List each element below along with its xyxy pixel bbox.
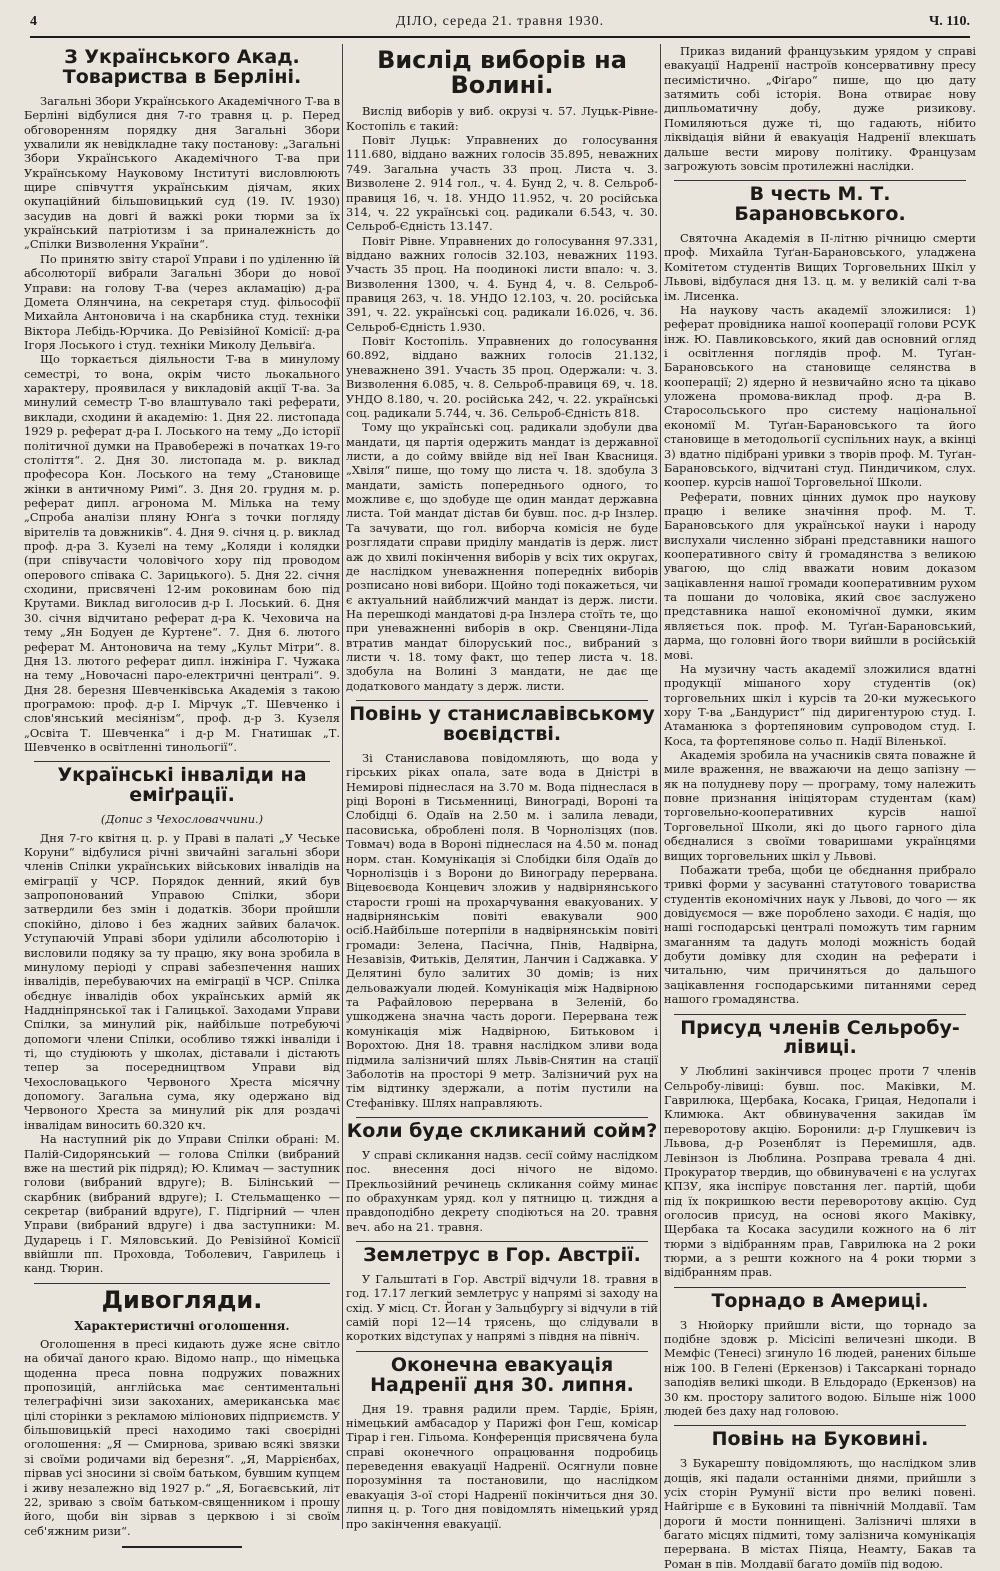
article-paragraph: Дня 19. травня радили прем. Тардіє, Бріян, німецький амбасадор у Парижі фон Геш, комісар Тірар і ген. Гільома. Конференція присвячена була справі оконечного опрацювання подробиць переведення евакуації Надренії. Осягнули повне порозуміння та постановили, що наслідком евакуація 3-ої сторі Надренії покінчиться дня 30. липня ц. р. Того дня повідомлять німецький уряд про закінчення евакуації. (346, 1401, 658, 1531)
article-paragraph: Повіт Луцьк: Управнених до голосування 111.680, віддано важних голосів 35.895, неважних 749. Загальна участь 33 проц. Листа ч. 3. Визволене 2. 914 гол., ч. 4. Бунд 2, ч. 8. Сельроб-правиця 16, ч. 18. УНДО 11.952, ч. 20 російська 314, ч. 22 українські соц. радикали 6.543, ч. 30. Сельроб-Єдність 13.147. (346, 133, 658, 234)
article-invalids (24, 766, 340, 1275)
column-divider (342, 44, 343, 1529)
article-paragraph: У справі скликання надзв. сесії сойму наслідком пос. внесення досі нічого не відомо. Прекльозійний речинець скликання сойму минає по обрахункам уряд. кол у пятницю ц. тиждня а правдоподібно декрету сподіються на 20. травня веч. або на 21. травня. (346, 1147, 658, 1234)
article-title: Українські інваліди на еміґрації. (57, 764, 307, 807)
separator (356, 1117, 648, 1118)
article-earthquake (346, 1246, 658, 1344)
article-title: Торнадо в Америці. (711, 1289, 929, 1312)
article-paragraph: У Гальштаті в Гор. Австрії відчули 18. травня в год. 17.17 легкий землетрус у напрямі зі заходу на схід. У місц. Ст. Йоган у Зальцбургу зі відчули в тій самій порі 12—14 трясень, що слідували в коротких відступах у напрямі з півдня на північ. (346, 1272, 658, 1344)
article-paragraph: Загальні Збори Українського Академічного Т-ва в Берліні відбулися дня 7-го травня ц. р. Перед обговоренням порядку дня Загальні Збори ухвалили як невідкладне таку постанову: „Загальні Збори Українського Академічного Т-ва при Українському Науковому Інституті висловлюють щире співчуття українським діячам, яких окупаційний більшовицький суд (19. IV. 1930) засудив на довгі й важкі роки тюрми за їх український патріотизм і за приналежність до „Спілки Визволення України“. (24, 93, 340, 252)
column-2 (346, 44, 658, 1529)
article-title: Оконечна евакуація Надренії дня 30. липня. (370, 1353, 634, 1396)
separator (356, 1241, 648, 1242)
article-subtitle: Характеристичні оголошення. (74, 1318, 290, 1333)
article-paragraph: На наступний рік до Управи Спілки обрані: М. Палій-Сидорянський — голова Спілки (вибраний вже на шестий рік підряд); Ю. Климач — заступник голови (вибраний вдруге); В. Білінський — скарбник (вибраний вдруге); І. Стельмащенко — секретар (вибраний вдруге), Г. Підгірний — член Управи (вибраний вдруге) і два заступники: М. Дударець і Г. Мяловський. До Ревізійної Комісії ввійшли пп. Проховда, Тоболевич, Гаврилець і канд. Тюрин. (24, 1132, 340, 1276)
article-title: Дивогляди. (101, 1285, 263, 1314)
article-volyn-elections (346, 48, 658, 693)
article-rhineland (346, 1353, 658, 1531)
article-title: В честь М. Т. Барановського. (734, 183, 906, 226)
separator (356, 1351, 648, 1352)
article-tornado (664, 1289, 976, 1418)
article-paragraph: Побажати треба, щоби це обєднання прибрало тривкі форми у засуванні статутового товариства студентів економічних наук у Львові, до чого — як довідуємося — вже пороблено заходи. Є надія, що наші господарські централі поможуть тим гарним змаганням та дадуть молоді можність бодай добути домівку для сходин на реферати і читальню, чим причиняться до дальшого зацікавлення господарськими питаннями серед нашого громадянства. (664, 862, 976, 1007)
article-paragraph: На музичну часть академії зложилися вдатні продукції мішаного хору студентів (ок) торговельних шкіл і курсів та 20-ки мужеського хору Т-ва „Бандурист“ під диригентурою студ. І. Атаманюка з фортепяновим супроводом студ. І. Коса, та фортепянове сольо п. Надії Віленької. (664, 661, 976, 748)
article-title: Землетрус в Гор. Австрії. (363, 1244, 641, 1267)
article-paragraph: Академія зробила на учасників свята поважне й миле враження, не вважаючи на дещо запізну — як на полудневу пору — програму, тому належить повне признання ініціяторам студентам (кам) торговельно-кооперативних курсів нашої Торговельної Школи, які до цього гарного діла обєдналися з своїми товаришами українцями вищих торговельних шкіл у Львові. (664, 748, 976, 863)
issue-number: Ч. 110. (928, 14, 970, 29)
article-academic-society (24, 48, 340, 754)
article-paragraph: З Нюйорку прийшли вісти, що торнадо за подібне здовж р. Місісіпі величезні шкоди. В Мемфіс (Тенесі) згинуло 16 людей, ранених більше ніж 100. В Гелені (Еркензов) і Таксаркані торнадо заподіяв великі шкоди. В Ельдорадо (Еркензов) на 30 км. простору залитого водою. Більше ніж 1000 людей без даху над головою. (664, 1317, 976, 1418)
article-title: Коли буде скликаний сойм? (346, 1119, 658, 1142)
article-paragraph: Вислід виборів у виб. окрузі ч. 57. Луцьк-Рівне-Костопіль є такий: (346, 104, 658, 133)
column-divider (660, 44, 661, 1529)
article-stanislaviv-flood (346, 705, 658, 1110)
article-subtitle: (Допис з Чехословаччини.) (100, 812, 264, 827)
article-title: Присуд членів Сельробу-лівиці. (680, 1016, 960, 1059)
end-rule (122, 1546, 242, 1548)
page-number: 4 (30, 14, 37, 29)
article-paragraph: Дня 7-го квітня ц. р. у Праві в палаті „У Чеське Коруни“ відбулися річні звичайні загальні збори членів Спілки українських військових інвалідів на еміграції у ЧСР. Порядок денний, який був запропонований Управою Спілки, збори затвердили без змін і додатків. Збори пройшли спокійно, ділово і без жадних зайвих балачок. Уступаючій Управі збори уділили абсолюторію і висловили подяку за ту працю, яку вона зробила в минулому періоді у справі забезпечення наших інвалідів, перебуваючих на еміграції в ЧСР. Спілка обєднує інвалідів обох українських армій як Наддніпрянської так і Галицької. Заходами Управи Спілки, за минулий рік, найбільше потребуючі допомоги члени Спілки, особливо тяжкі інваліди і ті, що студіюють у школах, діставали і дістають тепер за посередництвом Управи від Чехословацького Червоного Хреста місячну допомогу. Загальна сума, яку одержано від Червоного Хреста за минулий рік для роздачі інвалідам виносить 60.320 кч. (24, 830, 340, 1132)
article-paragraph: На наукову часть академії зложилися: 1) реферат провідника нашої кооперації голови РСУК інж. Ю. Павликовського, який дав основний огляд і освітлення поглядів проф. М. Туґан-Барановського на становище селянства в кооперації; 2) ядерно й незвичайно ясно та цікаво уложена промова-виклад проф. д-ра В. Старосольського про систему національної економії М. Туґан-Барановського та його становище в методольогії суспільних наук, а вкінці 3) вдатно підібрані уривки з творів проф. М. Туґан-Барановського, відчитані студ. Пиндичиком, слух. коопер. курсів нашої Торговельної Школи. (664, 302, 976, 490)
article-curiosities (24, 1285, 341, 1548)
article-paragraph: З Букарешту повідомляють, що наслідком злив дощів, які падали останніми днями, прийшли з усіх сторін Румунії вісти про великі повені. Найгірше є в Буковині та північній Молдавії. Там дороги й мости поннищені. Залізничі шляхи в багато місцях підмиті, тому залізнича комунікація перервана. В містах Піяца, Неамту, Бакав та Роман в пів. Молдавії багато доміїв під водою. (664, 1456, 976, 1571)
separator (674, 180, 966, 181)
article-rhineland-continued (664, 44, 976, 173)
separator (356, 700, 648, 701)
article-paragraph: Повіт Костопіль. Управнених до голосування 60.892, віддано важних голосів 21.132, уневажнено 391. Участь 35 проц. Одержали: ч. 3. Визволення 6.085, ч. 8. Сельроб-правиця 69, ч. 18. УНДО 8.180, ч. 20. російська 242, ч. 22. українські соц. радикали 5.744, ч. 36. Сельроб-Єдність 818. (346, 334, 658, 420)
page-header (30, 12, 970, 38)
masthead-date: ДІЛО, середа 21. травня 1930. (395, 14, 605, 29)
article-paragraph: Тому що українські соц. радикали здобули два мандати, ця партія одержить мандат із державної листи, а до сойму ввійде від неї Іван Квасниця. „Хвіля“ пише, що тому що листа ч. 18. здобула 3 мандати, замість попереднього одного, то можливе є, що здобуде ще один мандат державна листа. Той мандат дістав би бувш. пос. д-р Інзлер. Та зачувати, що гол. виборча комісія не буде розглядати справи приділу мандатів із держ. лист аж до хвилі покінчення виборів у всіх тих округах, де наслідком уневажнення попередніх виборів розписано нові вибори. Щойно тоді покажеться, чи є актуальний найближчий мандат із держ. листи. На перешкоді мандатові д-ра Інзлера стоїть те, що при уневажненні виборів в окр. Свенцяни-Ліда втратив мандат білоруський пос., вибраний з листи ч. 18. тому факт, що тепер листа ч. 18. здобула на Волині 3 мандати, не дає ще додаткового мандату з держ. листи. (346, 420, 658, 693)
article-baranovsky (664, 185, 976, 1006)
article-title: Вислід виборів на Волині. (377, 46, 627, 100)
article-title: Повінь на Буковині. (711, 1428, 929, 1451)
article-paragraph: Реферати, повних цінних думок про наукову працю і велике значіння проф. М. Т. Барановського для української науки і народу вислухали численно зібрані представники нашого кооперативного світу й громадянства з великою увагою, що слід вважати новим доказом зацікавлення нашої громади кооперативним рухом та пошани до чоловіка, який своє заслужено представника нашої економічної думки, яким являється пок. проф. М. Туґан-Барановський, дарма, що головні його твори вийшли в російській мові. (664, 489, 976, 662)
article-paragraph: Повіт Рівне. Управнених до голосування 97.331, віддано важних голосів 32.103, неважних 1193. Участь 35 проц. На поодинокі листи впало: ч. 3. Визволення 1300, ч. 4. Бунд 4, ч. 8. Сельроб-правиця 263, ч. 18. УНДО 12.103, ч. 20. російська 391, ч. 22. українські соц. радикали 16.026, ч. 36. Сельроб-Єдність 1.930. (346, 233, 658, 334)
article-bukovina-flood (664, 1430, 976, 1571)
article-title: Повінь у станиславівському воєвідстві. (349, 703, 655, 746)
separator (674, 1014, 966, 1015)
article-paragraph: Святочна Академія в ІІ-літню річницю смерти проф. Михайла Туґан-Барановського, уладжена Комітетом студентів Вищих Торговельних Шкіл у Львові, відбулася дня 13. ц. м. у великій салі т-ва ім. Лисенка. (664, 231, 976, 303)
article-paragraph: Що торкається діяльности Т-ва в минулому семестрі, то вона, окрім чисто льокального характеру, проявилася у викладовій акції Т-ва. За минулий семестр Т-во влаштувало такі реферати, виклади, сходини й академію: 1. Дня 22. листопада 1929 р. реферат д-ра І. Лоського на тему „До історії політичної думки на Правобережі в початках 19-го століття“. 2. Дня 30. листопада м. р. виклад професора Кон. Лоського на тему „Становище жінки в античному Римі“. 3. Дня 20. грудня м. р. реферат дипл. агронома М. Мілька на тему „Спроба аналізи пляну Юнґа з точки погляду вірителів та довжників“. 4. Дня 9. січня ц. р. виклад проф. д-ра З. Кузелі на тему „Коляди і колядки (при співучасти чоловічого хору під проводом оперового співака С. Зарицького). 5. Дня 22. січня сходини, присвячені 12-им роковинам бою під Крутами. Виклад виголосив д-р І. Лоський. 6. Дня 30. січня відчитано реферат д-ра К. Чеховича на тему „Ян Бодуен де Куртене“. 7. Дня 6. лютого реферат М. Антоновича на тему „Культ Мітри“. 8. Дня 13. лютого реферат дипл. інжініра Г. Чужака на тему „Новочасні паро-електричні централі“. 9. Дня 28. березня Шевченківська Академія з такою програмою: проф. д-р І. Мірчук „Т. Шевченко і слов'янський месіянізм“, проф. д-р З. Кузеля „Освіта Т. Шевченка“ і д-р М. Гнатишак „Т. Шевченко в освітленні тинольогії“. (24, 352, 340, 755)
article-selrob-verdict (664, 1016, 976, 1280)
article-title: З Українського Акад. Товариства в Берліні. (62, 46, 302, 88)
article-paragraph: Зі Станиславова повідомляють, що вода у гірських ріках опала, зате вода в Дністрі в Немирові піднеслася на 3.70 м. Вода піднеслася в ріці Вороні в Тисьменниці, Винограді, Вороні та Слобідці 6. Одаїв на 2.50 м. і залила левади, пасовиська, оброблені поля. В Чорнолізцях (пов. Товмач) вода в Вороні піднеслася на 4.50 м. понад норм. стан. Комунікація зі Слобідки біля Одаїв до Чорнолізців і з Ворони до Винограду перервана. Віцевоєвода Концевич зложив у надвірнянського старости гроші на прохарчування евакуованих. У надвірнянськім повіті евакували 900 осіб.Найбільше потерпіли в надвірнянськім повіті громади: Зелена, Пасічна, Пнів, Надвірна, Незавізів, Фитьків, Делятин, Ланчин і Саджавка. У Делятині було залитих 30 домів; із них дельоважуали людей. Комунікація між Надвірною та Рафайловою перервана в Зеленій, бо ушкоджена значна часть дороги. Перервана теж комунікація між Надвірною, Битьковом і Ворохтою. Дня 18. травня наслідком зливи вода підмила залізничий шлях Львів-Снятин на стації Заболотів на просторі 9 метр. Залізничий рух на тім відтинку здержали, а потім пустили на Стефанівку. Шлях направляють. (346, 750, 658, 1110)
article-paragraph: Оголошення в пресі кидають дуже ясне світло на обичаї даного краю. Відомо напр., що німецька щоденна преса повна подружих поважних пропозицій, англійська має сентиментальні телеграфічні зизи закоханих, американська має цілі сторінки з рекламою міліонових підприємств. У більшовицькій пресі находимо такі своєрідні оголошення: „Я — Смирнова, зриваю всякі звязки зі своїми родичами від березня“. „Я, Маррієнбах, пірвав усі зносини зі своїм батьком, бувшим купцем і живу незалежно від 1927 р.“ „Я, Богаєвський, літ 22, зриваю з своїм батьком-священником і прошу його, щоби він зірвав з церквою і зі своїм себ'яжним ризи“. (24, 1336, 341, 1538)
article-paragraph: Приказ виданий французьким урядом у справі евакуації Надренії настроїв консервативну пресу песимістично. „Фіґаро“ пише, що цю дату затямить собі історія. Вона отвирає нову дипльоматичну добу, дуже ризикову. Помиляються дуже ті, що гадають, нібито ліквідація війни й евакуація Надренії влекшать дальше вести мирову політику. Французам загрожують зовсім протилежні наслідки. (664, 44, 976, 173)
article-paragraph: У Люблині закінчився процес проти 7 членів Сельробу-лівиці: бувш. пос. Маківки, М. Гаврилюка, Щербака, Косака, Грицая, Недопали і Климюка. Акт обвинувачення закидав їм переворотову акцію. Боронили: д-р Глушкевич із Львова, д-р Розенблят із Перемишля, адв. Левінзон із Люблина. Розправа тревала 4 дні. Прокуратор твердив, що обвинувачені є на услугах КПЗУ, яка інспірує повстання лег. партій, щоби під їх покришкою вести переворотову акцію. Суд оголосив присуд, на основі якого Маківку, Щербака та Косака засудили кожного на 6 літ тюрми з відібранням прав, Гаврилюка на 2 роки тюрми, а з решти кожного на 4 роки тюрми з відібранням прав. (664, 1064, 976, 1280)
column-1 (24, 44, 341, 1538)
separator (34, 1283, 330, 1284)
separator (674, 1287, 966, 1288)
separator (674, 1425, 966, 1426)
article-paragraph: По принятю звіту старої Управи і по уділенню їй абсолюторії вибрали Загальні Збори до нової Управи: на голову Т-ва (через акламацію) д-ра Домета Олянчина, на секретаря студ. фільософії Михайла Антоновича і на скарбника студ. техніки Віктора Лебідь-Юрчика. До Ревізійної Комісії: д-ра Ігоря Лоського і студ. техніки Миколу Дельвіґа. (24, 251, 340, 352)
separator (34, 761, 330, 762)
column-3 (664, 44, 976, 1571)
article-sejm (346, 1119, 658, 1234)
